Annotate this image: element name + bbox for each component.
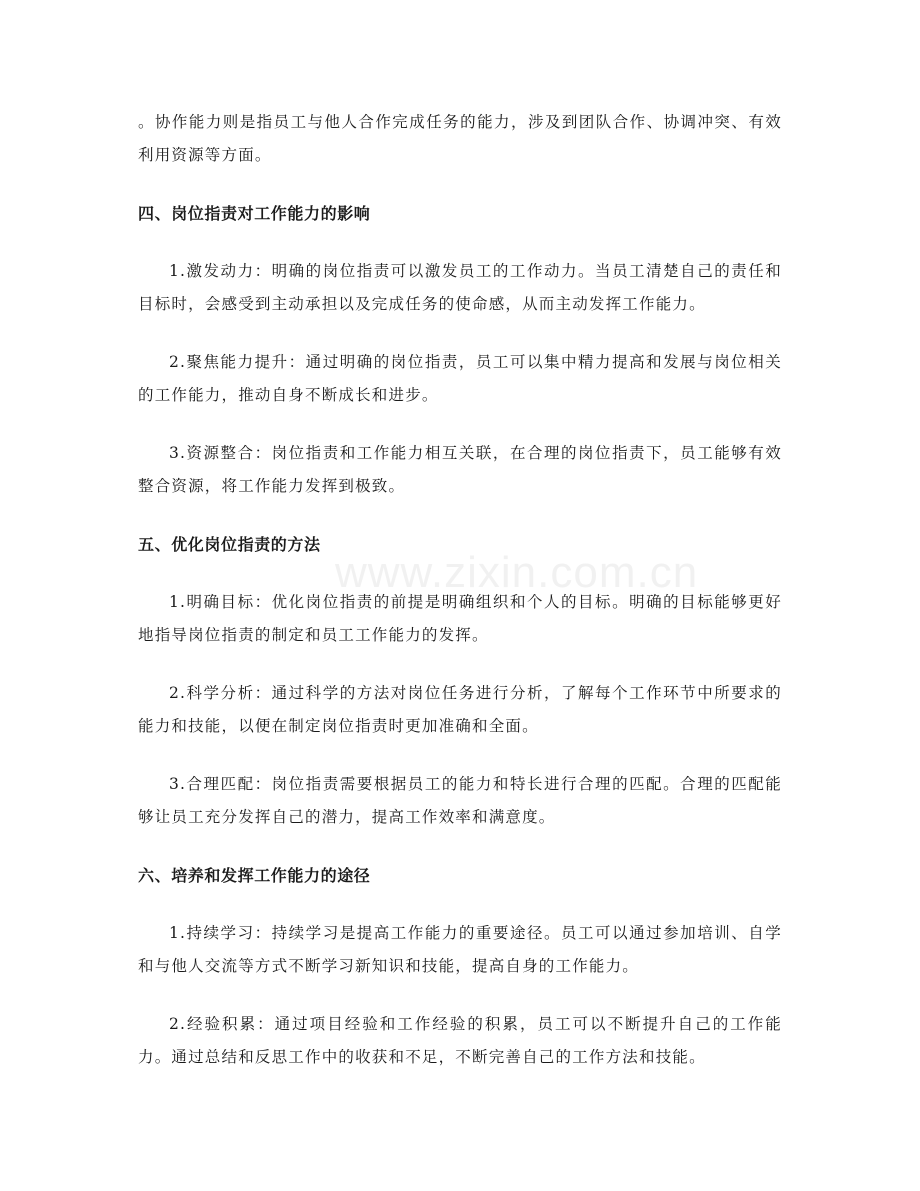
section-heading-4: 四、岗位指责对工作能力的影响 <box>138 204 371 223</box>
section-4-item-2: 2.聚焦能力提升：通过明确的岗位指责，员工可以集中精力提高和发展与岗位相关的工作能力，推动自身不断成长和进步。 <box>138 353 782 404</box>
document-body <box>138 106 782 1099</box>
section-5-item-3: 3.合理匹配：岗位指责需要根据员工的能力和特长进行合理的匹配。合理的匹配能够让员工充分发挥自己的潜力，提高工作效率和满意度。 <box>138 775 782 826</box>
section-6-item-2: 2.经验积累：通过项目经验和工作经验的积累，员工可以不断提升自己的工作能力。通过总结和反思工作中的收获和不足，不断完善自己的工作方法和技能。 <box>138 1015 782 1066</box>
section-4-item-1: 1.激发动力：明确的岗位指责可以激发员工的工作动力。当员工清楚自己的责任和目标时，会感受到主动承担以及完成任务的使命感，从而主动发挥工作能力。 <box>138 262 782 313</box>
watermark: www.zixin.com.cn <box>335 548 699 597</box>
intro-paragraph: 。协作能力则是指员工与他人合作完成任务的能力，涉及到团队合作、协调冲突、有效利用资源等方面。 <box>138 113 782 164</box>
section-4-item-3: 3.资源整合：岗位指责和工作能力相互关联，在合理的岗位指责下，员工能够有效整合资源，将工作能力发挥到极致。 <box>138 444 782 495</box>
section-heading-5: 五、优化岗位指责的方法 <box>138 535 321 554</box>
section-6-item-1: 1.持续学习：持续学习是提高工作能力的重要途径。员工可以通过参加培训、自学和与他人交流等方式不断学习新知识和技能，提高自身的工作能力。 <box>138 924 782 975</box>
section-5-item-2: 2.科学分析：通过科学的方法对岗位任务进行分析，了解每个工作环节中所要求的能力和技能，以便在制定岗位指责时更加准确和全面。 <box>138 684 782 735</box>
section-5-item-1: 1.明确目标：优化岗位指责的前提是明确组织和个人的目标。明确的目标能够更好地指导岗位指责的制定和员工工作能力的发挥。 <box>138 593 782 644</box>
section-heading-6: 六、培养和发挥工作能力的途径 <box>138 866 371 885</box>
